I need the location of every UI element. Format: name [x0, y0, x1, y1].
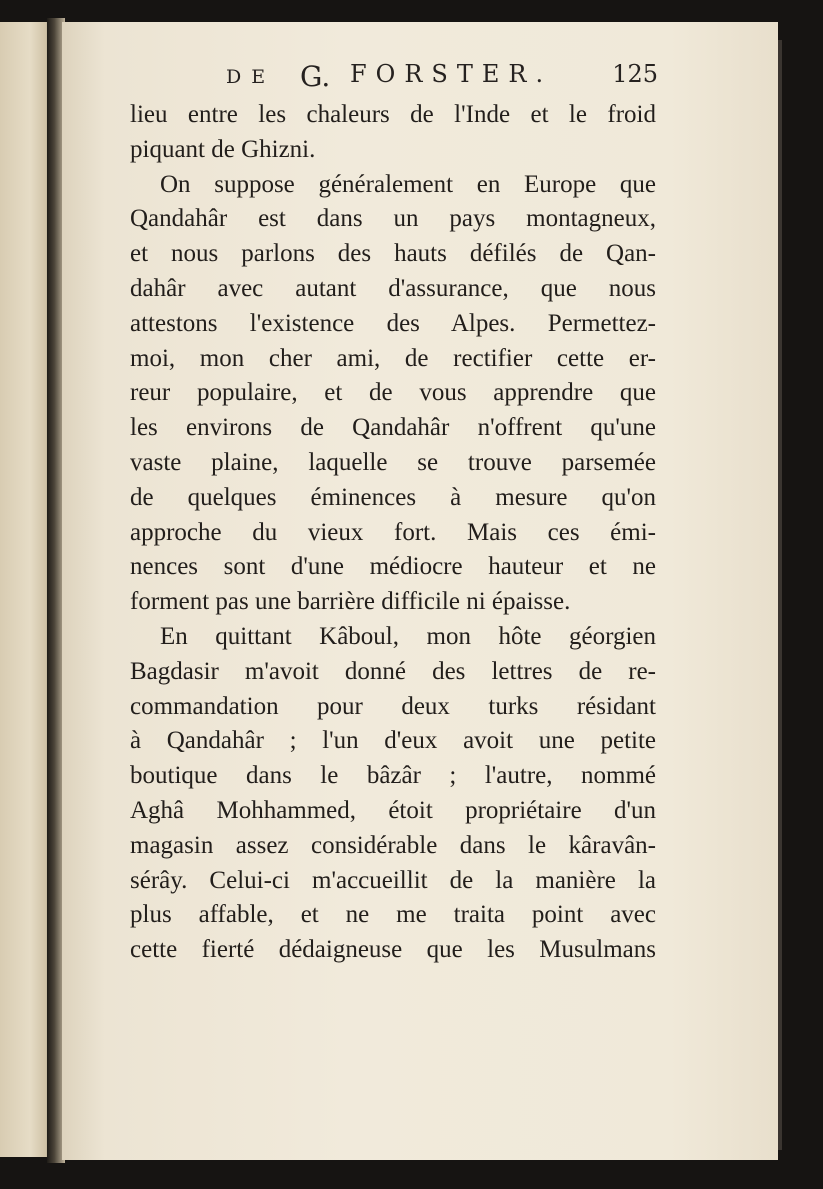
text-line: et nous parlons des hauts défilés de Qan-: [130, 240, 656, 268]
text-line: dahâr avec autant d'assurance, que nous: [130, 274, 656, 302]
running-head-surname: FORSTER.: [350, 60, 553, 88]
text-line: reur populaire, et de vous apprendre que: [130, 379, 656, 407]
text-line: nences sont d'une médiocre hauteur et ne: [130, 553, 656, 581]
text-line: vaste plaine, laquelle se trouve parsemée: [130, 448, 656, 476]
text-line: Aghâ Mohhammed, étoit propriétaire d'un: [130, 796, 656, 824]
text-line: à Qandahâr ; l'un d'eux avoit une petite: [130, 727, 656, 755]
text-line: moi, mon cher ami, de rectifier cette er-: [130, 344, 656, 372]
running-head: [226, 54, 658, 94]
text-line: attestons l'existence des Alpes. Permettez-: [130, 309, 656, 337]
previous-page-edge: [0, 22, 50, 1157]
text-line: cette fierté dédaigneuse que les Musulmans: [130, 936, 656, 964]
running-head-de: DE: [226, 66, 276, 88]
text-line: approche du vieux fort. Mais ces émi-: [130, 518, 656, 546]
body-text: [130, 98, 656, 968]
text-line: Bagdasir m'avoit donné des lettres de re-: [130, 657, 656, 685]
text-line: lieu entre les chaleurs de l'Inde et le froid: [130, 101, 656, 128]
text-line: boutique dans le bâzâr ; l'autre, nommé: [130, 762, 656, 790]
text-line: les environs de Qandahâr n'offrent qu'une: [130, 414, 656, 442]
text-line: piquant de Ghizni.: [130, 135, 316, 163]
page-edge-shadow: [778, 40, 782, 1150]
text-line: plus affable, et ne me traita point avec: [130, 901, 656, 929]
page-number: 125: [612, 60, 658, 88]
text-line: de quelques éminences à mesure qu'on: [130, 483, 656, 511]
text-line: Qandahâr est dans un pays montagneux,: [130, 205, 656, 233]
text-line: commandation pour deux turks résidant: [130, 692, 656, 720]
text-line: sérây. Celui-ci m'accueillit de la manière la: [130, 866, 656, 894]
text-line: En quittant Kâboul, mon hôte géorgien: [160, 622, 656, 650]
text-line: magasin assez considérable dans le kâravân-: [130, 831, 656, 859]
text-line: On suppose généralement en Europe que: [160, 170, 656, 198]
running-head-initial: G.: [300, 60, 331, 93]
text-line: forment pas une barrière difficile ni épaisse.: [130, 588, 571, 616]
